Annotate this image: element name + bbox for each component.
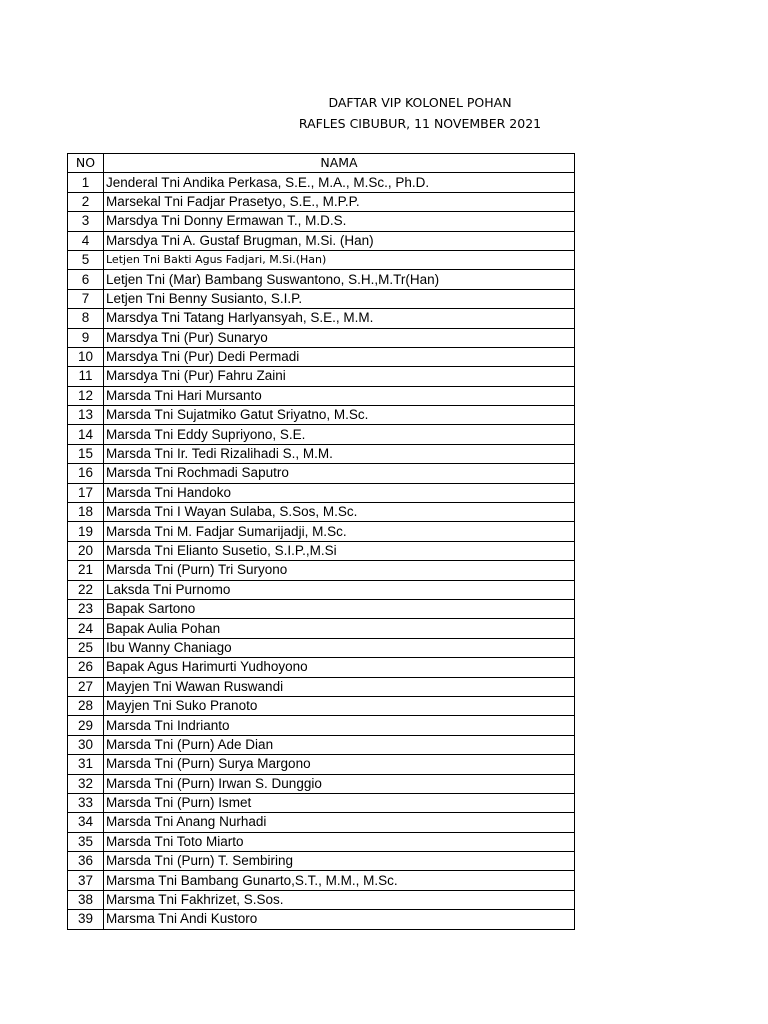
row-name: Marsda Tni (Purn) Ismet <box>104 793 575 812</box>
row-number: 12 <box>68 386 104 405</box>
table-row <box>68 289 575 308</box>
row-number: 8 <box>68 309 104 328</box>
row-name: Marsda Tni (Purn) Ade Dian <box>104 735 575 754</box>
row-name: Marsekal Tni Fadjar Prasetyo, S.E., M.P.P. <box>104 192 575 211</box>
table-row <box>68 212 575 231</box>
row-number: 30 <box>68 735 104 754</box>
row-name: Bapak Agus Harimurti Yudhoyono <box>104 658 575 677</box>
row-name: Ibu Wanny Chaniago <box>104 638 575 657</box>
table-row <box>68 638 575 657</box>
row-name: Marsdya Tni Tatang Harlyansyah, S.E., M.M. <box>104 309 575 328</box>
table-row <box>68 599 575 618</box>
row-number: 19 <box>68 522 104 541</box>
row-number: 7 <box>68 289 104 308</box>
table-row <box>68 367 575 386</box>
table-row <box>68 793 575 812</box>
row-name: Marsda Tni Ir. Tedi Rizalihadi S., M.M. <box>104 444 575 463</box>
table-row <box>68 871 575 890</box>
row-name: Marsda Tni Rochmadi Saputro <box>104 464 575 483</box>
row-number: 13 <box>68 406 104 425</box>
row-number: 4 <box>68 231 104 250</box>
row-number: 15 <box>68 444 104 463</box>
row-number: 24 <box>68 619 104 638</box>
row-name: Mayjen Tni Wawan Ruswandi <box>104 677 575 696</box>
column-header-name: NAMA <box>104 154 575 173</box>
table-row <box>68 541 575 560</box>
table-row <box>68 347 575 366</box>
vip-table <box>67 153 575 930</box>
row-name: Letjen Tni Bakti Agus Fadjari, M.Si.(Han) <box>104 250 575 269</box>
table-row <box>68 735 575 754</box>
row-number: 29 <box>68 716 104 735</box>
table-row <box>68 561 575 580</box>
document-title: DAFTAR VIP KOLONEL POHAN <box>328 95 512 110</box>
row-number: 20 <box>68 541 104 560</box>
table-row <box>68 774 575 793</box>
table-row <box>68 406 575 425</box>
table-row <box>68 696 575 715</box>
table-row <box>68 658 575 677</box>
row-name: Marsda Tni M. Fadjar Sumarijadji, M.Sc. <box>104 522 575 541</box>
table-row <box>68 832 575 851</box>
row-number: 28 <box>68 696 104 715</box>
row-number: 5 <box>68 250 104 269</box>
row-name: Marsda Tni Toto Miarto <box>104 832 575 851</box>
row-number: 33 <box>68 793 104 812</box>
row-number: 10 <box>68 347 104 366</box>
row-number: 6 <box>68 270 104 289</box>
table-row <box>68 250 575 269</box>
row-number: 32 <box>68 774 104 793</box>
row-number: 22 <box>68 580 104 599</box>
document-subtitle: RAFLES CIBUBUR, 11 NOVEMBER 2021 <box>298 116 542 131</box>
table-body <box>68 173 575 929</box>
row-name: Marsda Tni Indrianto <box>104 716 575 735</box>
row-name: Bapak Aulia Pohan <box>104 619 575 638</box>
row-number: 31 <box>68 755 104 774</box>
row-name: Marsda Tni (Purn) Irwan S. Dunggio <box>104 774 575 793</box>
table-row <box>68 192 575 211</box>
table-row <box>68 328 575 347</box>
row-name: Marsda Tni (Purn) Tri Suryono <box>104 561 575 580</box>
row-number: 26 <box>68 658 104 677</box>
table-row <box>68 503 575 522</box>
table-row <box>68 890 575 909</box>
table-header-row <box>68 154 575 173</box>
table-row <box>68 755 575 774</box>
row-number: 36 <box>68 852 104 871</box>
table-row <box>68 619 575 638</box>
table-row <box>68 425 575 444</box>
row-number: 37 <box>68 871 104 890</box>
table-row <box>68 910 575 929</box>
row-number: 25 <box>68 638 104 657</box>
row-number: 23 <box>68 599 104 618</box>
table-row <box>68 522 575 541</box>
table-row <box>68 464 575 483</box>
row-number: 39 <box>68 910 104 929</box>
row-number: 9 <box>68 328 104 347</box>
row-number: 17 <box>68 483 104 502</box>
row-name: Marsma Tni Bambang Gunarto,S.T., M.M., M.Sc. <box>104 871 575 890</box>
row-name: Jenderal Tni Andika Perkasa, S.E., M.A., M.Sc., Ph.D. <box>104 173 575 192</box>
row-name: Marsda Tni Sujatmiko Gatut Sriyatno, M.Sc. <box>104 406 575 425</box>
row-name: Marsda Tni Hari Mursanto <box>104 386 575 405</box>
table-row <box>68 444 575 463</box>
table-row <box>68 270 575 289</box>
row-number: 1 <box>68 173 104 192</box>
row-number: 38 <box>68 890 104 909</box>
table-row <box>68 483 575 502</box>
row-number: 35 <box>68 832 104 851</box>
row-name: Mayjen Tni Suko Pranoto <box>104 696 575 715</box>
row-name: Laksda Tni Purnomo <box>104 580 575 599</box>
row-name: Marsdya Tni A. Gustaf Brugman, M.Si. (Han) <box>104 231 575 250</box>
table-row <box>68 813 575 832</box>
row-name: Marsda Tni Eddy Supriyono, S.E. <box>104 425 575 444</box>
row-name: Marsda Tni I Wayan Sulaba, S.Sos, M.Sc. <box>104 503 575 522</box>
table-row <box>68 173 575 192</box>
row-number: 18 <box>68 503 104 522</box>
row-number: 11 <box>68 367 104 386</box>
row-name: Marsma Tni Fakhrizet, S.Sos. <box>104 890 575 909</box>
table-row <box>68 852 575 871</box>
row-name: Letjen Tni (Mar) Bambang Suswantono, S.H.,M.Tr(Han) <box>104 270 575 289</box>
row-number: 16 <box>68 464 104 483</box>
row-number: 2 <box>68 192 104 211</box>
table-row <box>68 580 575 599</box>
row-name: Marsdya Tni (Pur) Fahru Zaini <box>104 367 575 386</box>
row-name: Marsdya Tni (Pur) Dedi Permadi <box>104 347 575 366</box>
row-name: Marsdya Tni (Pur) Sunaryo <box>104 328 575 347</box>
row-number: 34 <box>68 813 104 832</box>
table-row <box>68 231 575 250</box>
table-row <box>68 309 575 328</box>
row-name: Marsda Tni (Purn) Surya Margono <box>104 755 575 774</box>
row-number: 21 <box>68 561 104 580</box>
row-number: 27 <box>68 677 104 696</box>
row-name: Marsda Tni Anang Nurhadi <box>104 813 575 832</box>
row-number: 3 <box>68 212 104 231</box>
table-row <box>68 716 575 735</box>
row-name: Marsda Tni Handoko <box>104 483 575 502</box>
row-number: 14 <box>68 425 104 444</box>
row-name: Marsda Tni (Purn) T. Sembiring <box>104 852 575 871</box>
column-header-no: NO <box>68 154 104 173</box>
row-name: Marsdya Tni Donny Ermawan T., M.D.S. <box>104 212 575 231</box>
row-name: Marsma Tni Andi Kustoro <box>104 910 575 929</box>
row-name: Marsda Tni Elianto Susetio, S.I.P.,M.Si <box>104 541 575 560</box>
table-row <box>68 386 575 405</box>
row-name: Letjen Tni Benny Susianto, S.I.P. <box>104 289 575 308</box>
table-row <box>68 677 575 696</box>
row-name: Bapak Sartono <box>104 599 575 618</box>
